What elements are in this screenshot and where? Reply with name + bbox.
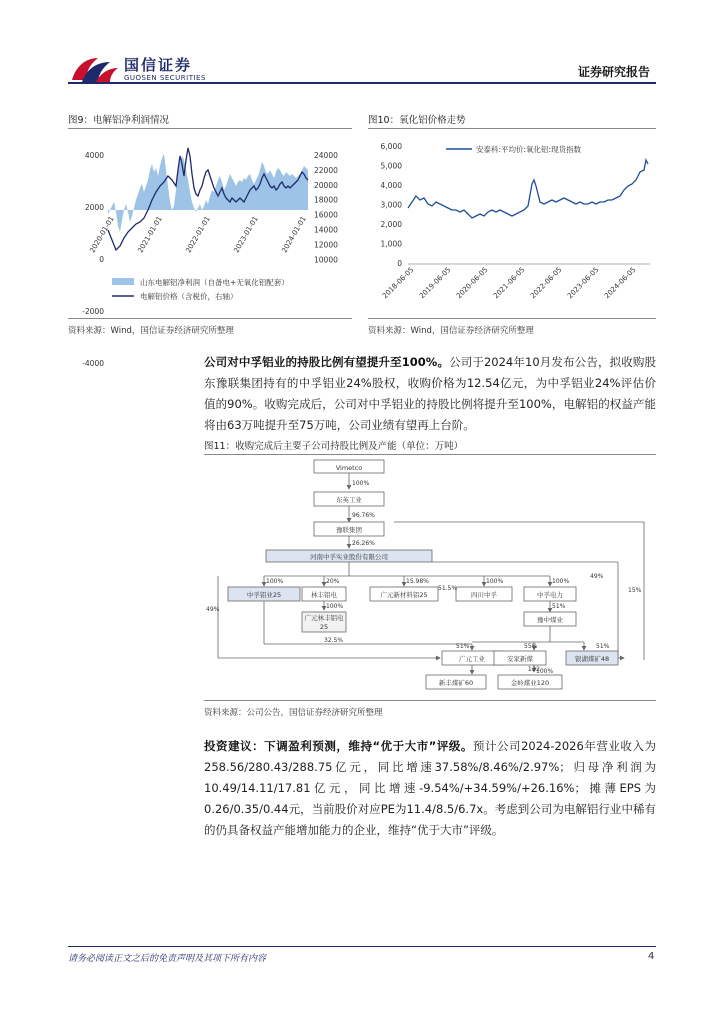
report-type: 证券研究报告 (578, 65, 651, 79)
node-zhongfu-lv: 中孚铝业25 (246, 591, 282, 599)
node-yulian: 豫联集团 (336, 526, 362, 534)
fig9-right-tick: 24000 (314, 151, 338, 160)
fig10-title-rule (368, 128, 656, 129)
header-logo (68, 52, 208, 86)
paragraph-investment-lead: 投资建议：下调盈利预测，维持“优于大市”评级。 (204, 739, 473, 753)
node-guangyuan-ind: 广元工业 (459, 655, 485, 663)
edge-zhongfu-guangyuan-ind: 32.5% (324, 637, 344, 644)
fig9-legend-line-label: 电解铝价格（含税价，右轴） (140, 292, 238, 301)
fig9-source: 资料来源：Wind，国信证券经济研究所整理 (68, 326, 234, 336)
edge-parent-zhongfu-power: 100% (552, 578, 570, 585)
node-xinfeng-coal: 新丰煤矿60 (438, 679, 474, 687)
fig9-left-tick: 4000 (84, 151, 104, 160)
page-number: 4 (648, 951, 655, 962)
fig10-x-tick: 2019-06-05 (417, 265, 453, 301)
edge-dongfang-yulian: 96.76% (352, 512, 375, 519)
fig10-y-axis (381, 142, 403, 268)
edge-yulian-parent: 26.26% (352, 540, 375, 547)
fig10-legend-label: 安泰科:平均价:氧化铝:现货指数 (476, 145, 582, 154)
edge-parent-zhongfu-lv: 100% (266, 578, 284, 585)
paragraph-acquisition-body: 公司于2024年10月发布公告，拟收购股东豫联集团持有的中孚铝业24%股权，收购价格为12.54亿元，为中孚铝业24%评估价值的90%。收购完成后，公司对中孚铝业的持股比例将提升至100%，电解铝的权益产能将由63万吨提升至75万吨，公司业绩有望再上台阶。 (204, 355, 656, 432)
node-yinhe-coal: 银湖煤矿48 (574, 655, 610, 663)
node-parent: 河南中孚实业股份有限公司 (310, 553, 388, 561)
fig10-y-tick: 2,000 (380, 220, 402, 229)
fig9-right-tick: 14000 (314, 225, 338, 235)
fig10-y-tick: 1,000 (380, 239, 402, 249)
node-anjia-val: 132 (527, 665, 541, 673)
node-zhongfu-power: 中孚电力 (537, 591, 563, 599)
paragraph-investment-body: 预计公司2024-2026年营业收入为258.56/280.43/288.75亿元，同比增速37.58%/8.46%/2.97%；归母净利润为10.49/14.11/17.81亿元，同比增速-9.54%/+34.59%/+26.16%；摊薄EPS为0.26/0.35/0.44元，当前股价对应PE为11.4/8.5/6.7x。考虑到公司为电解铝行业中稀有的仍具备权益产能增加能力的企业，维持“优于大市”评级。 (204, 739, 656, 837)
fig9-x-tick: 2023-01-01 (232, 215, 260, 255)
fig10-y-tick: 3,000 (380, 200, 402, 210)
edge-anjia-55: 55% (524, 643, 538, 650)
edge-power-yuzhong: 51% (552, 603, 566, 610)
fig10-x-tick: 2023-06-05 (565, 265, 601, 301)
fig9-legend-area-swatch (112, 278, 134, 285)
node-guangyuan-lindian-val: 25 (319, 623, 329, 631)
edge-parent-linfeng: 20% (326, 578, 340, 585)
fig9-x-tick: 2021-01-01 (136, 215, 164, 255)
node-guangyuan-new: 广元新材料铝25 (380, 591, 428, 599)
fig9-right-tick: 20000 (314, 180, 338, 190)
logo-cn: 国信证券 (124, 56, 193, 74)
paragraph-acquisition (204, 352, 656, 436)
edge-guangyuan-ind-51: 51% (456, 643, 470, 650)
edge-left-49: 49% (206, 606, 220, 613)
fig9-right-tick: 12000 (314, 240, 338, 250)
edge-zhongfu-guangyuan-new: 51.5% (438, 585, 458, 592)
node-yuzhong-coal: 豫中煤业 (537, 616, 563, 624)
fig9-left-tick: 0 (99, 255, 104, 264)
node-dongfang: 东英工业 (336, 496, 362, 504)
edge-parent-sichuan: 100% (486, 578, 504, 585)
paragraph-investment (204, 736, 656, 841)
fig10-title: 图10：氧化铝价格走势 (368, 115, 466, 126)
fig10-chart (368, 130, 656, 320)
edge-parent-guangyuan-new: 15.98% (406, 578, 429, 585)
fig10-x-axis (381, 264, 650, 300)
fig9-x-tick: 2024-01-01 (280, 215, 308, 255)
fig10-y-tick: 0 (397, 259, 402, 268)
fig11-title: 图11：收购完成后主要子公司持股比例及产能（单位：万吨） (204, 441, 464, 452)
fig9-right-tick: 18000 (314, 195, 338, 205)
fig10-y-tick: 6,000 (380, 142, 402, 151)
fig11-org-chart (204, 456, 656, 700)
node-sichuan: 四川中孚 (471, 591, 497, 599)
fig9-right-axis (314, 151, 338, 264)
fig9-right-tick: 22000 (314, 165, 338, 175)
edge-right-49: 49% (590, 573, 604, 580)
fig11-title-rule (204, 454, 656, 455)
node-jinling-coal: 金岭煤业120 (510, 679, 550, 687)
fig10-source-rule (368, 318, 656, 319)
fig9-left-tick: -2000 (82, 307, 104, 316)
edge-far-right-15: 15% (628, 587, 642, 594)
node-anjia-mine: 安家新煤 (507, 655, 533, 663)
node-vimetco: Vimetco (335, 464, 363, 472)
fig9-legend-area-label: 山东电解铝净利润（自备电+无氧化铝配套） (140, 278, 289, 287)
edge-linfeng-lindian: 100% (326, 603, 344, 610)
edge-vimetco-dongfang: 100% (352, 480, 370, 487)
fig9-x-tick: 2022-01-01 (184, 215, 212, 255)
edge-anjia-jinling: 100% (536, 668, 554, 675)
fig10-y-tick: 5,000 (380, 161, 402, 171)
footer-disclaimer: 请务必阅读正文之后的免责声明及其项下所有内容 (68, 954, 267, 964)
node-linfeng: 林丰铝电 (311, 591, 337, 599)
fig9-x-tick: 2020-01-01 (88, 215, 116, 255)
fig9-left-tick: -4000 (82, 359, 104, 368)
fig10-x-tick: 2018-06-05 (380, 265, 416, 301)
node-guangyuan-lindian: 广元林丰铝电 (304, 614, 344, 622)
fig9-source-rule (68, 318, 352, 319)
fig10-price-line (408, 160, 648, 218)
footer-rule (68, 946, 656, 947)
fig10-x-tick: 2022-06-05 (528, 265, 564, 301)
fig11-source-rule (204, 700, 656, 701)
guosen-logo-icon (68, 52, 120, 86)
logo-en: GUOSEN SECURITIES (124, 74, 206, 82)
fig9-title-rule (68, 128, 352, 129)
header-rule (68, 82, 656, 84)
fig10-x-tick: 2021-06-05 (491, 265, 527, 301)
fig10-x-tick: 2024-06-05 (602, 265, 638, 301)
fig9-right-tick: 16000 (314, 210, 338, 220)
fig10-source: 资料来源：Wind，国信证券经济研究所整理 (368, 326, 534, 336)
fig11-source: 资料来源：公司公告，国信证券经济研究所整理 (204, 708, 383, 718)
paragraph-acquisition-lead: 公司对中孚铝业的持股比例有望提升至100%。 (204, 355, 450, 369)
fig10-y-tick: 4,000 (380, 181, 402, 190)
fig9-right-tick: 10000 (314, 255, 338, 265)
fig9-title: 图9：电解铝净利润情况 (68, 115, 170, 126)
fig9-left-tick: 2000 (84, 203, 104, 212)
fig10-x-tick: 2020-06-05 (454, 265, 490, 301)
edge-yinhe-51: 51% (596, 643, 610, 650)
